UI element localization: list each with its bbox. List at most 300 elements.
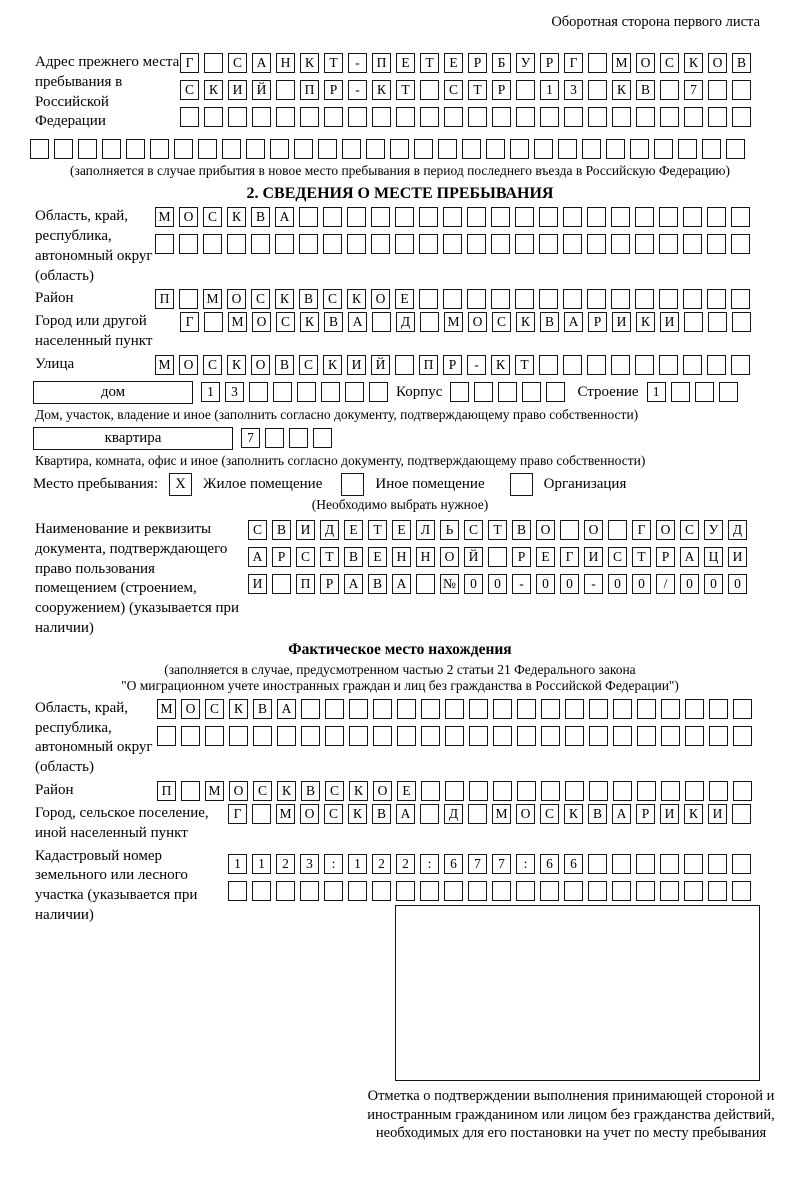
form-cell[interactable] — [150, 139, 169, 159]
form-cell[interactable] — [563, 289, 582, 309]
house-type-box[interactable]: дом — [33, 381, 193, 404]
form-cell[interactable]: Й — [252, 80, 271, 100]
form-cell[interactable] — [342, 139, 361, 159]
form-cell[interactable] — [732, 107, 751, 127]
form-cell[interactable] — [684, 881, 703, 901]
form-cell[interactable] — [469, 699, 488, 719]
form-cell[interactable] — [540, 881, 559, 901]
form-cell[interactable] — [289, 428, 308, 448]
form-cell[interactable] — [468, 804, 487, 824]
form-cell[interactable] — [732, 312, 751, 332]
form-cell[interactable] — [300, 107, 319, 127]
form-cell[interactable]: П — [157, 781, 176, 801]
form-cell[interactable] — [395, 207, 414, 227]
form-cell[interactable] — [539, 355, 558, 375]
form-cell[interactable]: Г — [560, 547, 579, 567]
form-cell[interactable] — [300, 881, 319, 901]
form-cell[interactable]: Н — [276, 53, 295, 73]
form-cell[interactable]: 7 — [492, 854, 511, 874]
form-cell[interactable] — [733, 699, 752, 719]
form-cell[interactable]: А — [277, 699, 296, 719]
form-cell[interactable]: М — [276, 804, 295, 824]
form-cell[interactable] — [493, 699, 512, 719]
form-cell[interactable] — [733, 781, 752, 801]
form-cell[interactable]: Р — [468, 53, 487, 73]
form-cell[interactable]: Ц — [704, 547, 723, 567]
form-cell[interactable]: 6 — [540, 854, 559, 874]
form-cell[interactable]: У — [516, 53, 535, 73]
form-cell[interactable] — [733, 726, 752, 746]
form-cell[interactable]: В — [512, 520, 531, 540]
form-cell[interactable] — [565, 781, 584, 801]
form-cell[interactable]: 1 — [647, 382, 666, 402]
form-cell[interactable] — [444, 881, 463, 901]
form-cell[interactable] — [635, 207, 654, 227]
form-cell[interactable]: Р — [443, 355, 462, 375]
form-cell[interactable]: Д — [444, 804, 463, 824]
form-cell[interactable]: И — [347, 355, 366, 375]
form-cell[interactable] — [539, 234, 558, 254]
form-cell[interactable] — [587, 355, 606, 375]
form-cell[interactable]: 0 — [536, 574, 555, 594]
form-cell[interactable]: А — [344, 574, 363, 594]
form-cell[interactable]: Д — [728, 520, 747, 540]
form-cell[interactable]: Г — [180, 312, 199, 332]
form-cell[interactable] — [372, 881, 391, 901]
form-cell[interactable]: О — [300, 804, 319, 824]
form-cell[interactable]: С — [492, 312, 511, 332]
form-cell[interactable]: М — [444, 312, 463, 332]
form-cell[interactable] — [560, 520, 579, 540]
form-cell[interactable]: К — [684, 804, 703, 824]
form-cell[interactable] — [181, 726, 200, 746]
form-cell[interactable]: В — [299, 289, 318, 309]
form-cell[interactable] — [227, 234, 246, 254]
form-cell[interactable] — [522, 382, 541, 402]
form-cell[interactable]: Ь — [440, 520, 459, 540]
form-cell[interactable]: О — [179, 207, 198, 227]
form-cell[interactable]: О — [468, 312, 487, 332]
form-cell[interactable]: : — [516, 854, 535, 874]
form-cell[interactable] — [661, 726, 680, 746]
residential-checkbox[interactable]: X — [169, 473, 192, 496]
form-cell[interactable] — [708, 881, 727, 901]
form-cell[interactable] — [660, 107, 679, 127]
form-cell[interactable]: С — [276, 312, 295, 332]
form-cell[interactable]: 1 — [540, 80, 559, 100]
form-cell[interactable]: 6 — [564, 854, 583, 874]
form-cell[interactable] — [731, 289, 750, 309]
form-cell[interactable] — [683, 289, 702, 309]
form-cell[interactable]: Р — [492, 80, 511, 100]
form-cell[interactable] — [345, 382, 364, 402]
form-cell[interactable] — [438, 139, 457, 159]
form-cell[interactable]: Д — [320, 520, 339, 540]
form-cell[interactable] — [420, 312, 439, 332]
form-cell[interactable]: - — [584, 574, 603, 594]
form-cell[interactable] — [516, 881, 535, 901]
form-cell[interactable]: 7 — [684, 80, 703, 100]
form-cell[interactable]: П — [372, 53, 391, 73]
form-cell[interactable]: Р — [588, 312, 607, 332]
form-cell[interactable] — [488, 547, 507, 567]
form-cell[interactable]: О — [440, 547, 459, 567]
form-cell[interactable] — [611, 355, 630, 375]
form-cell[interactable] — [204, 107, 223, 127]
form-cell[interactable] — [659, 234, 678, 254]
form-cell[interactable]: С — [203, 207, 222, 227]
form-cell[interactable] — [301, 726, 320, 746]
form-cell[interactable]: Е — [392, 520, 411, 540]
organization-checkbox[interactable] — [510, 473, 533, 496]
form-cell[interactable] — [637, 699, 656, 719]
form-cell[interactable] — [301, 699, 320, 719]
form-cell[interactable] — [416, 574, 435, 594]
form-cell[interactable] — [369, 382, 388, 402]
form-cell[interactable]: С — [540, 804, 559, 824]
form-cell[interactable]: В — [372, 804, 391, 824]
form-cell[interactable]: Т — [515, 355, 534, 375]
form-cell[interactable] — [491, 289, 510, 309]
form-cell[interactable] — [421, 699, 440, 719]
form-cell[interactable] — [636, 881, 655, 901]
form-cell[interactable]: О — [252, 312, 271, 332]
apartment-type-box[interactable]: квартира — [33, 427, 233, 450]
form-cell[interactable]: М — [203, 289, 222, 309]
form-cell[interactable] — [445, 781, 464, 801]
form-cell[interactable]: Т — [488, 520, 507, 540]
form-cell[interactable]: Л — [416, 520, 435, 540]
form-cell[interactable]: 0 — [704, 574, 723, 594]
form-cell[interactable] — [515, 207, 534, 227]
form-cell[interactable]: В — [301, 781, 320, 801]
form-cell[interactable]: 1 — [201, 382, 220, 402]
form-cell[interactable]: А — [275, 207, 294, 227]
form-cell[interactable] — [395, 355, 414, 375]
form-cell[interactable] — [205, 726, 224, 746]
form-cell[interactable] — [443, 207, 462, 227]
form-cell[interactable]: И — [708, 804, 727, 824]
form-cell[interactable]: С — [248, 520, 267, 540]
form-cell[interactable] — [30, 139, 49, 159]
form-cell[interactable]: Б — [492, 53, 511, 73]
form-cell[interactable] — [204, 53, 223, 73]
form-cell[interactable]: М — [228, 312, 247, 332]
form-cell[interactable] — [510, 139, 529, 159]
form-cell[interactable]: / — [656, 574, 675, 594]
form-cell[interactable] — [564, 881, 583, 901]
form-cell[interactable]: Н — [416, 547, 435, 567]
form-cell[interactable] — [685, 726, 704, 746]
form-cell[interactable]: Е — [344, 520, 363, 540]
form-cell[interactable]: Р — [656, 547, 675, 567]
form-cell[interactable]: Т — [324, 53, 343, 73]
form-cell[interactable] — [294, 139, 313, 159]
form-cell[interactable]: М — [157, 699, 176, 719]
form-cell[interactable]: С — [205, 699, 224, 719]
form-cell[interactable]: Т — [368, 520, 387, 540]
form-cell[interactable]: Р — [636, 804, 655, 824]
form-cell[interactable] — [587, 207, 606, 227]
form-cell[interactable] — [637, 781, 656, 801]
form-cell[interactable]: П — [296, 574, 315, 594]
form-cell[interactable]: Г — [180, 53, 199, 73]
form-cell[interactable] — [661, 781, 680, 801]
form-cell[interactable] — [534, 139, 553, 159]
form-cell[interactable]: И — [584, 547, 603, 567]
form-cell[interactable] — [732, 804, 751, 824]
form-cell[interactable]: О — [227, 289, 246, 309]
form-cell[interactable] — [222, 139, 241, 159]
form-cell[interactable] — [539, 207, 558, 227]
form-cell[interactable]: - — [348, 53, 367, 73]
form-cell[interactable] — [636, 107, 655, 127]
form-cell[interactable] — [270, 139, 289, 159]
form-cell[interactable]: М — [492, 804, 511, 824]
form-cell[interactable]: 7 — [241, 428, 260, 448]
form-cell[interactable]: О — [516, 804, 535, 824]
form-cell[interactable]: И — [296, 520, 315, 540]
form-cell[interactable]: С — [228, 53, 247, 73]
form-cell[interactable] — [420, 804, 439, 824]
form-cell[interactable]: К — [227, 355, 246, 375]
form-cell[interactable]: О — [636, 53, 655, 73]
form-cell[interactable]: К — [204, 80, 223, 100]
form-cell[interactable] — [491, 234, 510, 254]
form-cell[interactable] — [469, 726, 488, 746]
form-cell[interactable]: О — [179, 355, 198, 375]
form-cell[interactable]: К — [323, 355, 342, 375]
form-cell[interactable] — [587, 289, 606, 309]
form-cell[interactable] — [709, 726, 728, 746]
form-cell[interactable]: В — [540, 312, 559, 332]
form-cell[interactable] — [516, 107, 535, 127]
form-cell[interactable]: П — [419, 355, 438, 375]
form-cell[interactable] — [492, 107, 511, 127]
form-cell[interactable] — [445, 699, 464, 719]
form-cell[interactable] — [276, 881, 295, 901]
form-cell[interactable]: Д — [396, 312, 415, 332]
form-cell[interactable] — [348, 107, 367, 127]
form-cell[interactable] — [685, 699, 704, 719]
form-cell[interactable] — [246, 139, 265, 159]
form-cell[interactable] — [313, 428, 332, 448]
form-cell[interactable]: О — [584, 520, 603, 540]
form-cell[interactable] — [397, 699, 416, 719]
form-cell[interactable] — [155, 234, 174, 254]
form-cell[interactable] — [709, 699, 728, 719]
form-cell[interactable] — [702, 139, 721, 159]
form-cell[interactable]: В — [588, 804, 607, 824]
form-cell[interactable]: Т — [468, 80, 487, 100]
form-cell[interactable] — [491, 207, 510, 227]
form-cell[interactable] — [708, 80, 727, 100]
form-cell[interactable] — [493, 781, 512, 801]
form-cell[interactable]: 0 — [608, 574, 627, 594]
form-cell[interactable]: - — [467, 355, 486, 375]
form-cell[interactable]: М — [612, 53, 631, 73]
form-cell[interactable]: К — [300, 53, 319, 73]
form-cell[interactable] — [564, 107, 583, 127]
form-cell[interactable]: К — [612, 80, 631, 100]
form-cell[interactable] — [589, 699, 608, 719]
form-cell[interactable]: Е — [368, 547, 387, 567]
form-cell[interactable] — [204, 312, 223, 332]
form-cell[interactable] — [252, 804, 271, 824]
form-cell[interactable]: Р — [540, 53, 559, 73]
form-cell[interactable] — [349, 726, 368, 746]
form-cell[interactable]: О — [251, 355, 270, 375]
form-cell[interactable] — [180, 107, 199, 127]
form-cell[interactable] — [421, 781, 440, 801]
form-cell[interactable] — [612, 881, 631, 901]
form-cell[interactable] — [611, 289, 630, 309]
form-cell[interactable] — [420, 881, 439, 901]
form-cell[interactable] — [558, 139, 577, 159]
form-cell[interactable] — [419, 234, 438, 254]
form-cell[interactable]: 0 — [728, 574, 747, 594]
form-cell[interactable] — [419, 207, 438, 227]
form-cell[interactable] — [563, 234, 582, 254]
form-cell[interactable] — [708, 854, 727, 874]
form-cell[interactable]: К — [636, 312, 655, 332]
form-cell[interactable] — [636, 854, 655, 874]
form-cell[interactable]: М — [205, 781, 224, 801]
form-cell[interactable]: 7 — [468, 854, 487, 874]
form-cell[interactable] — [659, 355, 678, 375]
form-cell[interactable]: С — [203, 355, 222, 375]
form-cell[interactable]: 2 — [396, 854, 415, 874]
form-cell[interactable]: Р — [324, 80, 343, 100]
form-cell[interactable]: Н — [392, 547, 411, 567]
form-cell[interactable]: 0 — [488, 574, 507, 594]
form-cell[interactable] — [683, 207, 702, 227]
form-cell[interactable] — [683, 234, 702, 254]
form-cell[interactable]: И — [728, 547, 747, 567]
form-cell[interactable] — [325, 726, 344, 746]
form-cell[interactable] — [541, 699, 560, 719]
form-cell[interactable] — [486, 139, 505, 159]
form-cell[interactable] — [390, 139, 409, 159]
form-cell[interactable]: К — [372, 80, 391, 100]
form-cell[interactable] — [276, 107, 295, 127]
form-cell[interactable] — [732, 881, 751, 901]
form-cell[interactable] — [732, 854, 751, 874]
form-cell[interactable] — [420, 80, 439, 100]
form-cell[interactable]: В — [636, 80, 655, 100]
form-cell[interactable]: Г — [228, 804, 247, 824]
form-cell[interactable]: А — [248, 547, 267, 567]
form-cell[interactable]: Е — [397, 781, 416, 801]
form-cell[interactable]: В — [272, 520, 291, 540]
form-cell[interactable]: Г — [632, 520, 651, 540]
form-cell[interactable]: 1 — [228, 854, 247, 874]
form-cell[interactable] — [659, 207, 678, 227]
form-cell[interactable] — [443, 289, 462, 309]
form-cell[interactable] — [659, 289, 678, 309]
form-cell[interactable]: А — [564, 312, 583, 332]
form-cell[interactable]: К — [349, 781, 368, 801]
form-cell[interactable] — [684, 854, 703, 874]
form-cell[interactable] — [515, 234, 534, 254]
form-cell[interactable]: 0 — [632, 574, 651, 594]
form-cell[interactable]: С — [296, 547, 315, 567]
form-cell[interactable] — [443, 234, 462, 254]
form-cell[interactable]: К — [564, 804, 583, 824]
form-cell[interactable] — [462, 139, 481, 159]
form-cell[interactable] — [517, 699, 536, 719]
form-cell[interactable] — [348, 881, 367, 901]
form-cell[interactable] — [608, 520, 627, 540]
form-cell[interactable] — [515, 289, 534, 309]
form-cell[interactable] — [321, 382, 340, 402]
form-cell[interactable]: 2 — [372, 854, 391, 874]
form-cell[interactable]: Й — [464, 547, 483, 567]
form-cell[interactable]: 0 — [560, 574, 579, 594]
form-cell[interactable]: 0 — [680, 574, 699, 594]
form-cell[interactable] — [318, 139, 337, 159]
form-cell[interactable]: О — [656, 520, 675, 540]
form-cell[interactable]: А — [396, 804, 415, 824]
form-cell[interactable] — [684, 107, 703, 127]
form-cell[interactable] — [78, 139, 97, 159]
form-cell[interactable] — [732, 80, 751, 100]
form-cell[interactable] — [684, 312, 703, 332]
form-cell[interactable] — [606, 139, 625, 159]
form-cell[interactable]: А — [252, 53, 271, 73]
form-cell[interactable] — [228, 881, 247, 901]
form-cell[interactable] — [468, 107, 487, 127]
form-cell[interactable] — [719, 382, 738, 402]
form-cell[interactable]: В — [368, 574, 387, 594]
form-cell[interactable] — [467, 234, 486, 254]
form-cell[interactable]: : — [324, 854, 343, 874]
form-cell[interactable] — [541, 781, 560, 801]
form-cell[interactable] — [251, 234, 270, 254]
form-cell[interactable]: И — [248, 574, 267, 594]
form-cell[interactable] — [731, 234, 750, 254]
form-cell[interactable] — [683, 355, 702, 375]
form-cell[interactable] — [469, 781, 488, 801]
form-cell[interactable] — [707, 207, 726, 227]
form-cell[interactable]: К — [229, 699, 248, 719]
form-cell[interactable] — [565, 699, 584, 719]
form-cell[interactable] — [726, 139, 745, 159]
form-cell[interactable] — [395, 234, 414, 254]
form-cell[interactable]: Е — [536, 547, 555, 567]
form-cell[interactable]: В — [732, 53, 751, 73]
form-cell[interactable]: К — [300, 312, 319, 332]
form-cell[interactable]: А — [392, 574, 411, 594]
form-cell[interactable] — [444, 107, 463, 127]
form-cell[interactable] — [546, 382, 565, 402]
form-cell[interactable]: 1 — [348, 854, 367, 874]
form-cell[interactable] — [373, 699, 392, 719]
form-cell[interactable] — [252, 881, 271, 901]
form-cell[interactable] — [203, 234, 222, 254]
form-cell[interactable] — [468, 881, 487, 901]
form-cell[interactable]: Т — [420, 53, 439, 73]
form-cell[interactable] — [695, 382, 714, 402]
form-cell[interactable]: О — [708, 53, 727, 73]
form-cell[interactable] — [323, 234, 342, 254]
form-cell[interactable] — [299, 234, 318, 254]
form-cell[interactable] — [492, 881, 511, 901]
form-cell[interactable] — [414, 139, 433, 159]
form-cell[interactable] — [493, 726, 512, 746]
form-cell[interactable] — [660, 80, 679, 100]
form-cell[interactable] — [277, 726, 296, 746]
